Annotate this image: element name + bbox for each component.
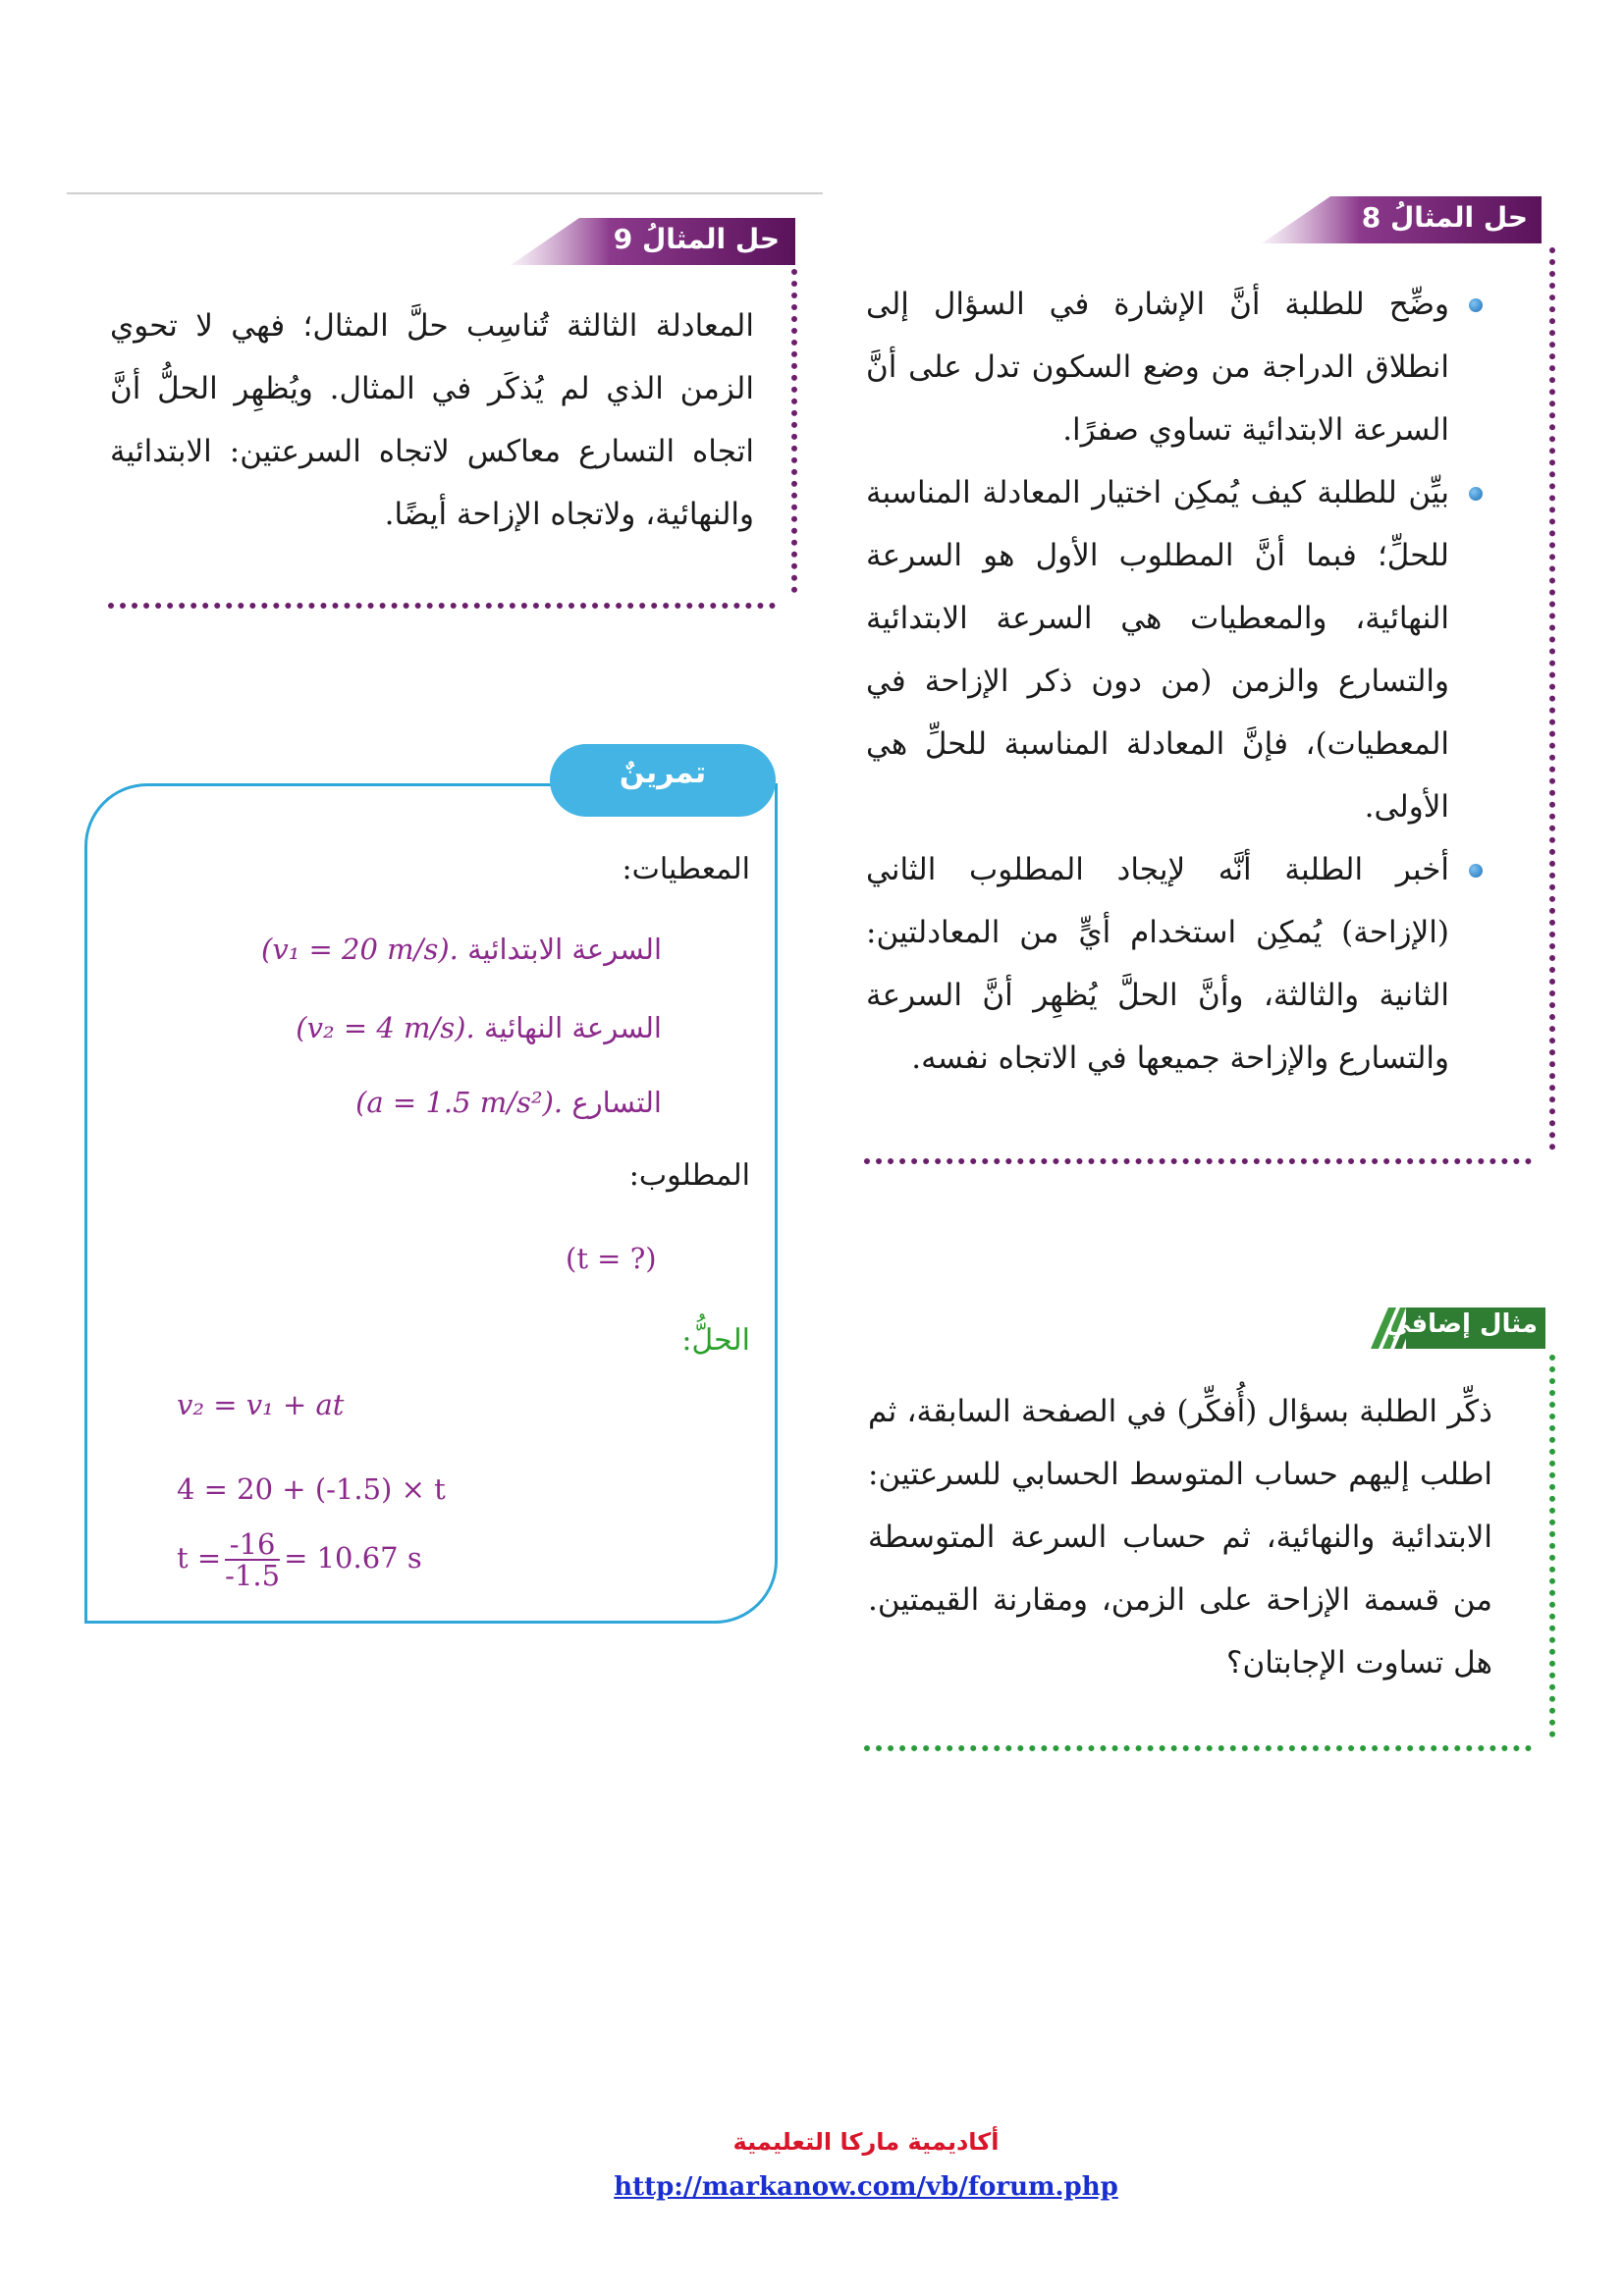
equation-1: v₂ = v₁ + at	[177, 1388, 345, 1421]
list-item: بيِّن للطلبة كيف يُمكِن اختيار المعادلة المناسبة للحلِّ؛ فبما أنَّ المطلوب الأول هو السرعة النهائية، والمعطيات هي السرعة الابتدائية والتسارع والزمن (من دون ذكر الإزاحة في المعطيات)، فإنَّ المعادلة المناسبة للحلِّ هي الأولى.	[866, 461, 1485, 838]
extra-example-border-bottom	[864, 1745, 1532, 1751]
section9-border-right	[791, 269, 797, 593]
bullet-icon	[1469, 298, 1483, 312]
list-item: أخبر الطلبة أنَّه لإيجاد المطلوب الثاني (الإزاحة) يُمكِن استخدام أيٍّ من المعادلتين: الثانية والثالثة، وأنَّ الحلَّ يُظهِر أنَّ السرعة والتسارع والإزاحة جميعها في الاتجاه نفسه.	[866, 838, 1485, 1090]
list-item: وضِّح للطلبة أنَّ الإشارة في السؤال إلى انطلاق الدراجة من وضع السكون تدل على أنَّ السرعة الابتدائية تساوي صفرًا.	[866, 273, 1485, 461]
equation-2: 4 = 20 + (-1.5) × t	[177, 1472, 446, 1506]
given-acceleration: التسارع (a = 1.5 m/s²).	[355, 1086, 662, 1119]
bullet-icon	[1469, 864, 1483, 878]
required-label: المطلوب:	[628, 1158, 750, 1193]
top-rule	[67, 192, 823, 194]
extra-example-text: ذكِّر الطلبة بسؤال (أُفكِّر) في الصفحة السابقة، ثم اطلب إليهم حساب المتوسط الحسابي للسرعتين: الابتدائية والنهائية، ثم حساب السرعة المتوسطة من قسمة الإزاحة على الزمن، ومقارنة القيمتين. هل تساوت الإجابتان؟	[868, 1394, 1492, 1681]
fraction: $\frac{-16}{-1.5}$	[225, 1527, 281, 1592]
required-value: (t = ?)	[566, 1242, 657, 1275]
equation-3: t = $\frac{-16}{-1.5}$ = 10.67 s	[177, 1527, 422, 1592]
section9-title: حل المثالُ 9	[613, 223, 780, 255]
givens-label: المعطيات:	[622, 852, 750, 886]
exercise-tab	[550, 744, 776, 817]
section8-bullets	[866, 273, 1485, 1090]
section8-border-bottom	[864, 1158, 1532, 1164]
solution-label: الحلُّ:	[681, 1323, 750, 1358]
section9-border-bottom	[108, 603, 776, 609]
given-initial-velocity: السرعة الابتدائية (v₁ = 20 m/s).	[261, 933, 662, 966]
section8-header	[1262, 196, 1542, 243]
footer-academy: أكاديمية ماركا التعليمية	[732, 2128, 1000, 2156]
given-final-velocity: السرعة النهائية (v₂ = 4 m/s).	[296, 1011, 662, 1044]
exercise-title: تمرينٌ	[619, 756, 707, 790]
extra-example-title: مثال إضافي	[1384, 1309, 1538, 1339]
section8-border-right	[1549, 247, 1555, 1150]
extra-example-border-right	[1549, 1355, 1555, 1737]
extra-example-header	[1367, 1306, 1545, 1353]
footer-link[interactable]: http://markanow.com/vb/forum.php	[614, 2172, 1118, 2202]
footer-link-wrap	[0, 2172, 1624, 2202]
bullet-icon	[1469, 487, 1483, 501]
section9-text: المعادلة الثالثة تُناسِب حلَّ المثال؛ فهي لا تحوي الزمن الذي لم يُذكَر في المثال. ويُظهِر الحلُّ أنَّ اتجاه التسارع معاكس لاتجاه السرعتين: الابتدائية والنهائية، ولاتجاه الإزاحة أيضًا.	[110, 308, 754, 532]
section8-title: حل المثالُ 8	[1361, 201, 1528, 234]
section9-header	[511, 218, 795, 265]
